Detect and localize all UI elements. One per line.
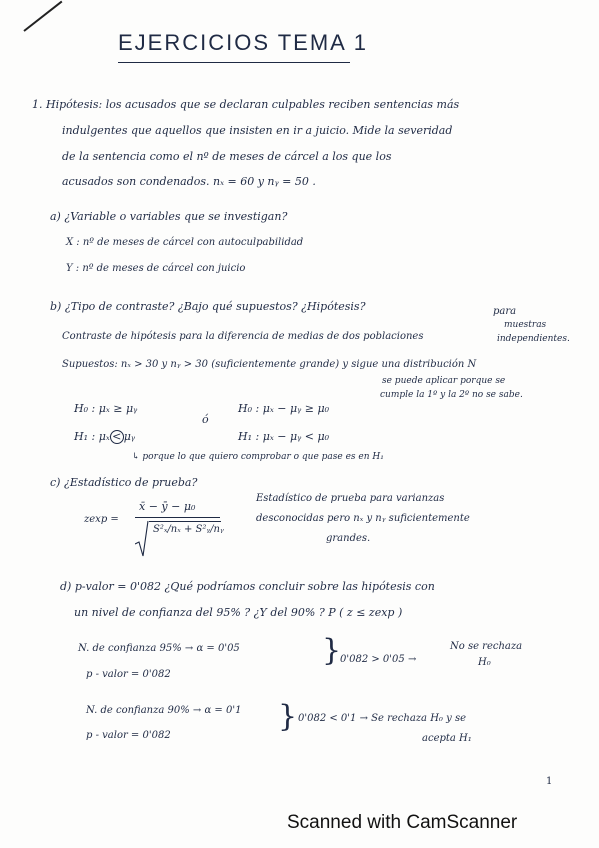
confidence-95: N. de confianza 95% → α = 0'05 bbox=[78, 643, 240, 654]
question-a: a) ¿Variable o variables que se investigan? bbox=[50, 210, 288, 223]
h1-left bbox=[74, 430, 135, 444]
question-c: c) ¿Estadístico de prueba? bbox=[50, 476, 198, 489]
h1-right: H₁ : μₓ − μᵧ < μ₀ bbox=[238, 430, 330, 443]
exercise-line-2: indulgentes que aquellos que insisten en ir a juicio. Mide la severidad bbox=[62, 124, 453, 137]
contrast-type: Contraste de hipótesis para la diferencia de medias de dos poblaciones bbox=[62, 331, 424, 342]
result-95-a: No se rechaza bbox=[450, 641, 523, 652]
statistic-desc-1: Estadístico de prueba para varianzas bbox=[256, 493, 445, 504]
exercise-line-1: 1. Hipótesis: los acusados que se declaran culpables reciben sentencias más bbox=[32, 98, 460, 111]
h1-left-a: H₁ : μₓ bbox=[74, 430, 110, 443]
page-number: 1 bbox=[546, 776, 553, 787]
h1-left-b: μᵧ bbox=[123, 430, 136, 443]
pen-stroke bbox=[23, 1, 62, 32]
comparison-95: 0'082 > 0'05 → bbox=[340, 654, 417, 665]
scanner-watermark: Scanned with CamScanner bbox=[287, 812, 518, 833]
note-independientes: independientes. bbox=[497, 334, 570, 344]
zexp-label: zexp = bbox=[84, 514, 119, 525]
variable-x: X : nº de meses de cárcel con autoculpabilidad bbox=[66, 237, 304, 248]
brace-2: } bbox=[278, 699, 298, 734]
result-95-b: H₀ bbox=[478, 657, 491, 668]
note-cumple: cumple la 1º y la 2º no se sabe. bbox=[380, 390, 523, 400]
sqrt-symbol bbox=[135, 520, 149, 558]
question-d-line-2: un nivel de confianza del 95% ? ¿Y del 90% ? P ( z ≤ zexp ) bbox=[74, 606, 403, 619]
confidence-90: N. de confianza 90% → α = 0'1 bbox=[86, 705, 242, 716]
statistic-desc-2: desconocidas pero nₓ y nᵧ suficientemente bbox=[256, 513, 470, 524]
title-underline bbox=[118, 62, 350, 63]
fraction-bar bbox=[135, 517, 220, 518]
note-muestras: muestras bbox=[504, 320, 547, 330]
variable-y: Y : nº de meses de cárcel con juicio bbox=[66, 263, 246, 274]
question-b: b) ¿Tipo de contraste? ¿Bajo qué supuestos? ¿Hipótesis? bbox=[50, 300, 366, 313]
page-title: EJERCICIOS TEMA 1 bbox=[118, 30, 368, 55]
assumptions: Supuestos: nₓ > 30 y nᵧ > 30 (suficientemente grande) y sigue una distribución N bbox=[62, 359, 477, 370]
h0-left: H₀ : μₓ ≥ μᵧ bbox=[74, 402, 138, 415]
p-value-2: p - valor = 0'082 bbox=[86, 730, 171, 741]
formula-denominator: S²ₓ/nₓ + S²ᵧ/nᵧ bbox=[153, 524, 224, 535]
p-value-1: p - valor = 0'082 bbox=[86, 669, 171, 680]
question-d-line-1: d) p-valor = 0'082 ¿Qué podríamos concluir sobre las hipótesis con bbox=[60, 580, 435, 593]
formula-numerator: x̄ − ȳ − μ₀ bbox=[139, 500, 196, 513]
exercise-line-3: de la sentencia como el nº de meses de cárcel a los que los bbox=[62, 150, 392, 163]
note-se-puede: se puede aplicar porque se bbox=[382, 376, 506, 386]
brace-1: } bbox=[322, 633, 342, 668]
statistic-desc-3: grandes. bbox=[326, 533, 371, 544]
less-than-circled: < bbox=[110, 430, 124, 444]
exercise-line-4: acusados son condenados. nₓ = 60 y nᵧ = 50 . bbox=[62, 175, 316, 188]
result-90: acepta H₁ bbox=[422, 733, 472, 744]
comparison-90: 0'082 < 0'1 → Se rechaza H₀ y se bbox=[298, 713, 466, 724]
note-para: para bbox=[493, 306, 517, 317]
h1-note: ↳ porque lo que quiero comprobar o que pase es en H₁ bbox=[132, 452, 384, 462]
sqrt-bar bbox=[149, 521, 221, 522]
or-symbol: ó bbox=[202, 413, 209, 426]
h0-right: H₀ : μₓ − μᵧ ≥ μ₀ bbox=[238, 402, 330, 415]
